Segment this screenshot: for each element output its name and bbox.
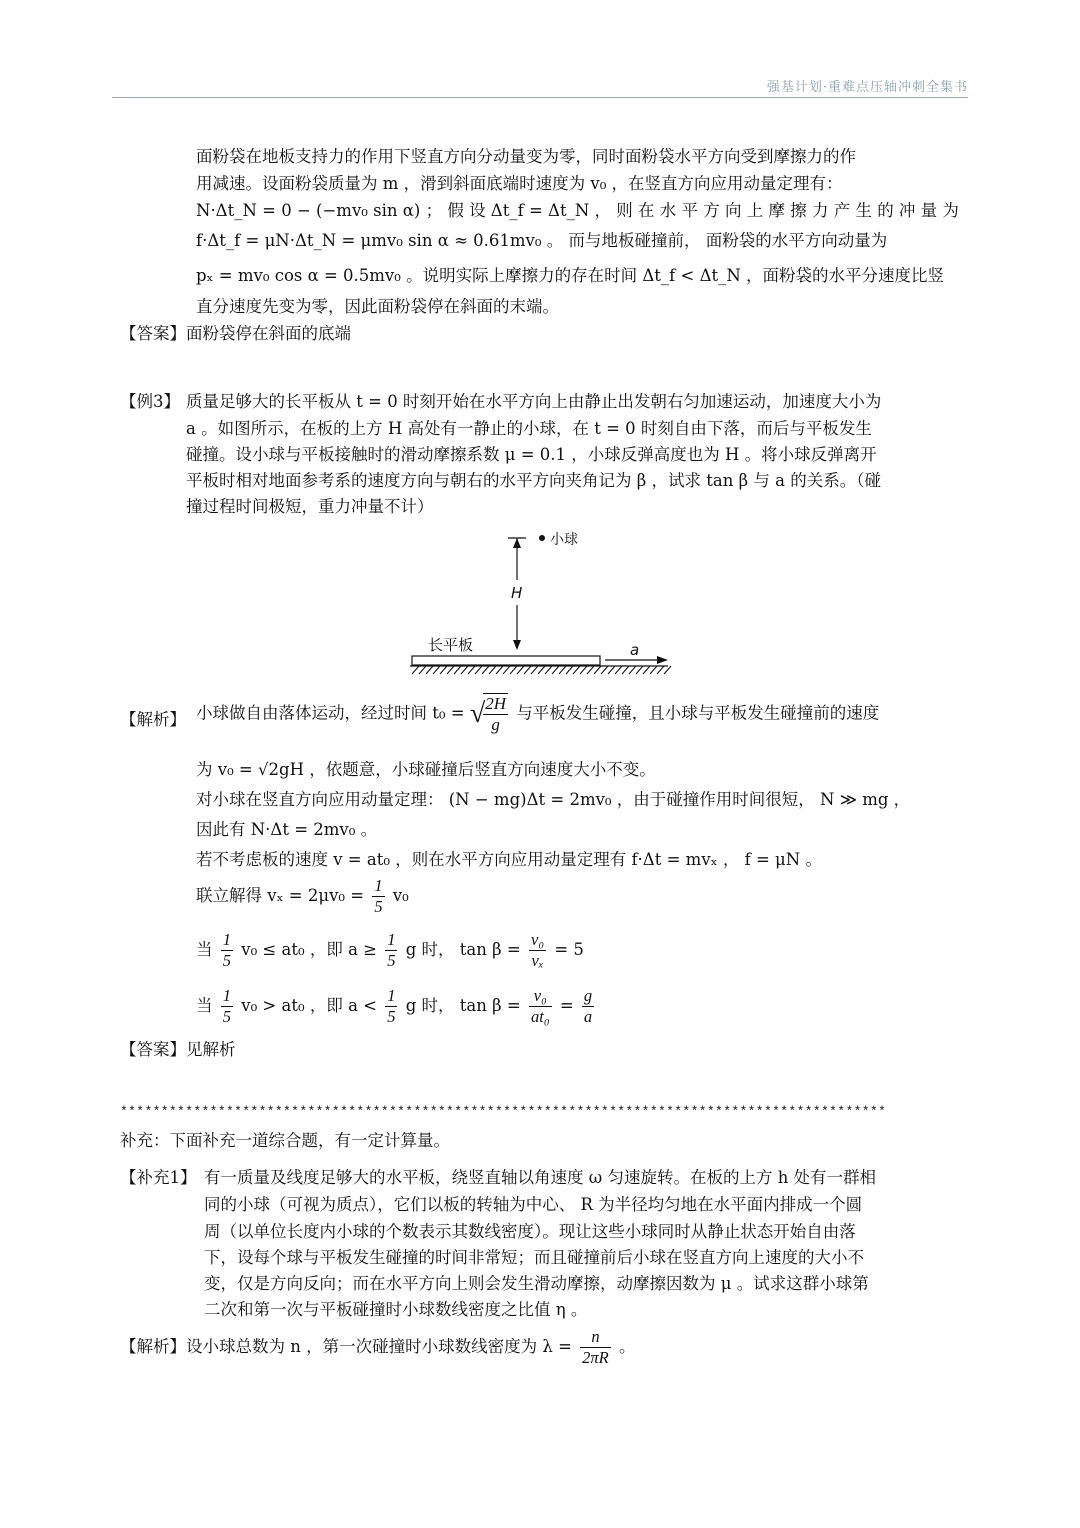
hatch-stroke xyxy=(461,666,468,674)
sqrt-fraction xyxy=(483,693,508,735)
hatch-stroke xyxy=(545,666,552,674)
fraction-n-2piR xyxy=(580,1327,611,1368)
prev-line-6: 直分速度先变为零，因此面粉袋停在斜面的末端。 xyxy=(196,297,559,316)
header-rule xyxy=(112,97,968,98)
fraction-g-a xyxy=(582,986,594,1027)
board-label: 长平板 xyxy=(428,636,474,654)
prev-line-1: 面粉袋在地板支持力的作用下竖直方向分动量变为零，同时面粉袋水平方向受到摩擦力的作 xyxy=(196,147,856,166)
fraction-v0-at0 xyxy=(529,986,552,1027)
case-2-equals: = xyxy=(559,996,574,1015)
prev-line-3: N·Δt_N = 0 − (−mv₀ sin α) ； 假 设 Δt_f = Δt_N ， 则 在 水 平 方 向 上 摩 擦 力 产 生 的 冲 量 为 xyxy=(196,201,959,220)
height-arrowhead-down xyxy=(513,640,521,650)
prev-answer xyxy=(120,320,351,347)
hatch-stroke xyxy=(517,666,524,674)
answer-tag: 【答案】 xyxy=(120,324,186,343)
solution-line-8 xyxy=(196,986,597,1027)
denominator: 2πR xyxy=(582,1348,609,1367)
solution-line-5: 若不考虑板的速度 v = at₀ ，则在水平方向应用动量定理有 f·Δt = mvₓ ， f = μN 。 xyxy=(196,850,822,869)
case-1-when: 当 xyxy=(196,940,213,959)
sqrt-sign: √ xyxy=(469,698,486,729)
sqrt-expression xyxy=(470,693,511,735)
answer-tag: 【答案】 xyxy=(120,1040,186,1059)
example-3-line-2: a 。如图所示，在板的上方 H 高处有一静止的小球，在 t = 0 时刻自由下落，而后与平板发生 xyxy=(186,419,872,438)
hatch-stroke xyxy=(454,666,461,674)
solution-line-4: 因此有 N·Δt = 2mv₀ 。 xyxy=(196,820,378,839)
hatch-stroke xyxy=(615,666,622,674)
page-header xyxy=(0,0,1080,98)
sqrt-denominator: g xyxy=(491,715,500,734)
prev-line-4: f·Δt_f = μN·Δt_N = μmv₀ sin α ≈ 0.61mv₀ 。 而与地板碰撞前， 面粉袋的水平方向动量为 xyxy=(196,231,888,250)
fraction-one-fifth xyxy=(221,986,233,1027)
supplement-1-tag: 【补充1】 xyxy=(120,1168,197,1187)
denominator: vₓ xyxy=(531,951,544,970)
hatch-stroke xyxy=(447,666,454,674)
denominator: 5 xyxy=(387,1007,396,1026)
hatch-stroke xyxy=(629,666,636,674)
hatch-stroke xyxy=(433,666,440,674)
fraction-v0-vx xyxy=(529,930,546,971)
hatch-stroke xyxy=(489,666,496,674)
numerator: v₀ xyxy=(531,930,545,949)
fraction-one-fifth xyxy=(385,986,397,1027)
hatch-stroke xyxy=(566,666,573,674)
numerator: 1 xyxy=(387,986,396,1005)
example-3-tag: 【例3】 xyxy=(120,392,180,411)
example-3-line-5: 撞过程时间极短，重力冲量不计） xyxy=(186,497,434,516)
solution-line-1b: 与平板发生碰撞，且小球与平板发生碰撞前的速度 xyxy=(516,703,880,723)
long-board xyxy=(412,656,600,665)
solution-tag: 【解析】 xyxy=(120,1337,186,1356)
divider-stars: ********************************************************************************************** xyxy=(120,1104,887,1119)
numerator: 1 xyxy=(374,876,383,895)
supplement-line-3: 周（以单位长度内小球的个数表示其数线密度）。现让这些小球同时从静止状态开始自由落 xyxy=(204,1222,856,1241)
height-label: H xyxy=(511,584,523,602)
case-2-when: 当 xyxy=(196,996,213,1015)
solution-line-6 xyxy=(196,876,409,917)
supplement-line-6: 二次和第一次与平板碰撞时小球数线密度之比值 η 。 xyxy=(204,1300,588,1319)
supplement-line-1: 有一质量及线度足够大的水平板，绕竖直轴以角速度 ω 匀速旋转。在板的上方 h 处有一群相 xyxy=(204,1168,877,1187)
hatch-stroke xyxy=(531,666,538,674)
hatch-stroke xyxy=(594,666,601,674)
hatch-stroke xyxy=(524,666,531,674)
solution-line-7 xyxy=(196,930,584,971)
denominator: 5 xyxy=(387,951,396,970)
hatch-stroke xyxy=(419,666,426,674)
accel-label: a xyxy=(630,641,640,659)
numerator: 1 xyxy=(222,930,231,949)
period: 。 xyxy=(619,1337,636,1356)
solution-3-tag: 【解析】 xyxy=(120,710,186,729)
numerator: g xyxy=(583,986,593,1005)
case-1-result: = 5 xyxy=(554,940,584,959)
hatch-stroke xyxy=(657,666,664,674)
hatch-stroke xyxy=(503,666,510,674)
fraction-one-fifth xyxy=(385,930,397,971)
supplement-line-5: 变，仅是方向反向；而在水平方向上则会发生滑动摩擦，动摩擦因数为 μ 。试求这群小球第 xyxy=(204,1274,869,1293)
solution-line-1 xyxy=(196,693,879,735)
example-3-line-1: 质量足够大的长平板从 t = 0 时刻开始在水平方向上由静止出发朝右匀加速运动，加速度大小为 xyxy=(186,392,882,411)
prev-line-5: pₓ = mv₀ cos α = 0.5mv₀ 。说明实际上摩擦力的存在时间 Δt_f < Δt_N ，面粉袋的水平分速度比竖 xyxy=(196,266,945,285)
header-title: 强基计划·重难点压轴冲刺全集书 xyxy=(766,80,968,95)
prev-line-2: 用减速。设面粉袋质量为 m ，滑到斜面底端时速度为 v₀ ，在竖直方向应用动量定理有： xyxy=(196,174,843,193)
example-3-line-4: 平板时相对地面参考系的速度方向与朝右的水平方向夹角记为 β ，试求 tan β 与 a 的关系。（碰 xyxy=(186,471,881,490)
hatch-stroke xyxy=(664,666,671,674)
numerator: 1 xyxy=(222,986,231,1005)
answer-text: 见解析 xyxy=(186,1040,236,1059)
supplement-solution-text: 设小球总数为 n ，第一次碰撞时小球数线密度为 λ = xyxy=(186,1337,572,1356)
hatch-stroke xyxy=(482,666,489,674)
hatch-stroke xyxy=(468,666,475,674)
solution-3-answer xyxy=(120,1036,236,1063)
case-2-tan: g 时， tan β = xyxy=(405,996,521,1015)
example-3-line-3: 碰撞。设小球与平板接触时的滑动摩擦系数 μ = 0.1 ，小球反弹高度也为 H 。将小球反弹离开 xyxy=(186,445,877,464)
supplement-line-2: 同的小球（可视为质点），它们以板的转轴为中心、 R 为半径均匀地在水平面内排成一个圆 xyxy=(204,1195,863,1214)
case-1-condition: v₀ ≤ at₀ ，即 a ≥ xyxy=(241,940,377,959)
hatch-stroke xyxy=(636,666,643,674)
numerator: v₀ xyxy=(529,986,552,1007)
solution-line-6a: 联立解得 vₓ = 2μv₀ = xyxy=(196,886,365,905)
ground-hatching xyxy=(412,666,671,674)
denominator: 5 xyxy=(374,897,383,916)
accel-arrowhead xyxy=(657,656,668,664)
hatch-stroke xyxy=(440,666,447,674)
hatch-stroke xyxy=(475,666,482,674)
denominator: 5 xyxy=(222,951,231,970)
hatch-stroke xyxy=(496,666,503,674)
hatch-stroke xyxy=(650,666,657,674)
fraction-one-fifth xyxy=(221,930,233,971)
case-1-tan: g 时， tan β = xyxy=(405,940,521,959)
hatch-stroke xyxy=(552,666,559,674)
supplement-solution xyxy=(120,1327,636,1368)
sqrt-numerator: 2H xyxy=(485,694,506,713)
hatch-stroke xyxy=(587,666,594,674)
hatch-stroke xyxy=(510,666,517,674)
fraction-one-fifth xyxy=(372,876,384,917)
hatch-stroke xyxy=(580,666,587,674)
physics-figure xyxy=(400,525,690,685)
numerator: 1 xyxy=(387,930,396,949)
answer-text: 面粉袋停在斜面的底端 xyxy=(186,324,351,343)
hatch-stroke xyxy=(412,666,419,674)
solution-line-2: 为 v₀ = √2gH ，依题意，小球碰撞后竖直方向速度大小不变。 xyxy=(196,760,656,779)
supplement-intro: 补充：下面补充一道综合题，有一定计算量。 xyxy=(120,1131,450,1150)
hatch-stroke xyxy=(426,666,433,674)
hatch-stroke xyxy=(573,666,580,674)
hatch-stroke xyxy=(622,666,629,674)
denominator: a xyxy=(583,1007,593,1026)
hatch-stroke xyxy=(608,666,615,674)
denominator: 5 xyxy=(222,1007,231,1026)
hatch-stroke xyxy=(643,666,650,674)
solution-line-3: 对小球在竖直方向应用动量定理： (N − mg)Δt = 2mv₀ ，由于碰撞作用时间很短， N ≫ mg ， xyxy=(196,790,911,809)
hatch-stroke xyxy=(559,666,566,674)
solution-line-6b: v₀ xyxy=(392,886,409,905)
hatch-stroke xyxy=(601,666,608,674)
height-arrowhead-up xyxy=(513,538,521,548)
numerator: n xyxy=(580,1327,611,1348)
denominator: at₀ xyxy=(531,1007,550,1026)
ball-label: 小球 xyxy=(550,532,578,548)
supplement-line-4: 下，设每个球与平板发生碰撞的时间非常短；而且碰撞前后小球在竖直方向上速度的大小不 xyxy=(204,1248,864,1267)
solution-line-1a: 小球做自由落体运动，经过时间 t₀ = xyxy=(196,703,465,723)
case-2-condition: v₀ > at₀ ，即 a < xyxy=(241,996,377,1015)
hatch-stroke xyxy=(538,666,545,674)
ball xyxy=(539,535,545,541)
